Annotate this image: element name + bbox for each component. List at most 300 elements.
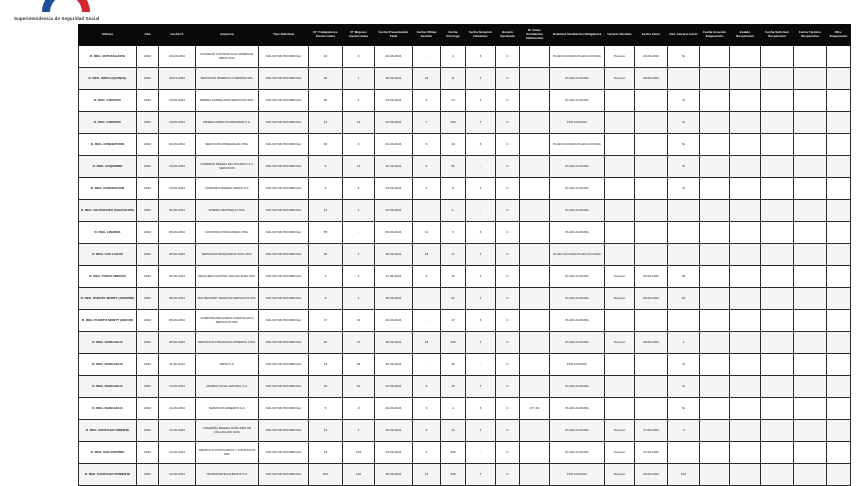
table-cell: 04-09-2024 bbox=[375, 178, 413, 200]
table-cell: 05-06-2024 bbox=[159, 244, 196, 266]
table-cell bbox=[827, 90, 851, 112]
table-cell: 5 bbox=[309, 156, 343, 178]
table-cell: C bbox=[496, 178, 520, 200]
column-header[interactable]: Solicitud Ventilación Obligatoria bbox=[550, 25, 605, 46]
table-cell: C bbox=[496, 266, 520, 288]
table-cell: 13 bbox=[413, 332, 441, 354]
table-cell: -3 bbox=[343, 398, 375, 420]
table-cell bbox=[520, 90, 550, 112]
table-cell: 14 bbox=[309, 442, 343, 464]
column-header[interactable]: Fecha Solicitud Suspensión bbox=[761, 25, 794, 46]
report-table-wrapper bbox=[78, 24, 850, 486]
table-cell: 4 bbox=[343, 90, 375, 112]
table-cell: 1- bbox=[441, 200, 466, 222]
table-cell: 3 bbox=[413, 376, 441, 398]
table-cell: C bbox=[496, 464, 520, 486]
table-cell: SI bbox=[668, 376, 700, 398]
table-cell: 55 bbox=[309, 222, 343, 244]
table-cell: 4 bbox=[466, 288, 496, 310]
table-cell: D. REG. CONCEPCION bbox=[79, 134, 137, 156]
table-cell: 18 bbox=[309, 46, 343, 68]
table-cell: SOLICITUD PRORROGA bbox=[259, 442, 309, 464]
table-cell bbox=[794, 90, 827, 112]
table-cell: PLAZO ACOGIDA bbox=[550, 90, 605, 112]
table-cell: SOLICITUD PRORROGA bbox=[259, 90, 309, 112]
table-cell: 26-09-2024 bbox=[375, 310, 413, 332]
column-header[interactable]: Fecha Acuerdo Suspensión bbox=[700, 25, 730, 46]
table-cell: 305 bbox=[441, 442, 466, 464]
table-cell bbox=[700, 178, 730, 200]
table-cell: 29-08-2024 bbox=[635, 68, 668, 90]
table-cell bbox=[700, 442, 730, 464]
table-cell: POR ACOGIDA bbox=[550, 354, 605, 376]
table-row[interactable] bbox=[79, 134, 851, 156]
table-cell bbox=[605, 112, 635, 134]
table-cell: C bbox=[496, 376, 520, 398]
table-cell: D. REG. VALPARAISO (SAN FELIPE) bbox=[79, 200, 137, 222]
table-cell bbox=[794, 464, 827, 486]
column-header[interactable]: Fecha Presentación Final bbox=[375, 25, 413, 46]
table-cell bbox=[794, 222, 827, 244]
table-cell: D. REG. SANTIAGO PONIENTE bbox=[79, 464, 137, 486]
table-cell: 5 bbox=[343, 178, 375, 200]
table-cell: 09-09-2024 bbox=[375, 464, 413, 486]
table-row[interactable] bbox=[79, 112, 851, 134]
table-cell: 37 bbox=[343, 332, 375, 354]
table-cell: - bbox=[413, 288, 441, 310]
table-cell: SOLICITUD PRORROGA bbox=[259, 244, 309, 266]
table-cell: 3 bbox=[413, 420, 441, 442]
table-cell: 04-09-2024 bbox=[375, 90, 413, 112]
table-cell bbox=[827, 332, 851, 354]
table-cell: 16 bbox=[441, 134, 466, 156]
table-cell bbox=[605, 200, 635, 222]
table-row[interactable] bbox=[79, 266, 851, 288]
table-row[interactable] bbox=[79, 332, 851, 354]
table-cell: SOLICITUD PRORROGA bbox=[259, 46, 309, 68]
table-cell: 05-06-2024 bbox=[159, 332, 196, 354]
column-header[interactable]: Tipo Solicitud bbox=[259, 25, 309, 46]
table-cell bbox=[668, 442, 700, 464]
table-cell: SOLICITUD PRORROGA bbox=[259, 376, 309, 398]
table-cell: 51 bbox=[343, 376, 375, 398]
table-cell bbox=[520, 134, 550, 156]
table-cell: 3 bbox=[466, 376, 496, 398]
table-cell bbox=[794, 376, 827, 398]
table-cell bbox=[605, 376, 635, 398]
table-cell: SOLICITUD PRORROGA bbox=[259, 288, 309, 310]
table-cell bbox=[761, 156, 794, 178]
table-row[interactable] bbox=[79, 310, 851, 332]
table-cell: SERVICIOS PESQUEROS SUR LTDA. bbox=[196, 244, 259, 266]
column-header[interactable]: Oficina bbox=[79, 25, 137, 46]
table-cell: 45 bbox=[343, 354, 375, 376]
table-cell bbox=[794, 68, 827, 90]
table-cell bbox=[668, 68, 700, 90]
table-cell: 3 bbox=[466, 68, 496, 90]
table-cell bbox=[635, 156, 668, 178]
table-cell bbox=[730, 288, 761, 310]
table-cell: D. REG. PUNTA ARENAS bbox=[79, 266, 137, 288]
table-cell bbox=[700, 90, 730, 112]
table-cell bbox=[520, 420, 550, 442]
table-header-row bbox=[79, 25, 851, 46]
table-cell bbox=[794, 112, 827, 134]
table-cell: - bbox=[343, 222, 375, 244]
table-cell: -1 bbox=[441, 398, 466, 420]
table-cell: MINERA CANDELARIA SERVICIOS SPA. bbox=[196, 90, 259, 112]
table-cell bbox=[761, 332, 794, 354]
table-row[interactable] bbox=[79, 288, 851, 310]
column-header[interactable]: Horario Aprobado bbox=[496, 25, 520, 46]
table-cell: 2024 bbox=[137, 288, 159, 310]
table-cell: C bbox=[496, 288, 520, 310]
table-cell: D. REG. SAN ANTONIO bbox=[79, 442, 137, 464]
table-cell bbox=[520, 266, 550, 288]
table-cell bbox=[761, 420, 794, 442]
table-cell: 04-05-2024 bbox=[159, 134, 196, 156]
column-header[interactable]: N° Mujeres Involucradas bbox=[343, 25, 375, 46]
table-row[interactable] bbox=[79, 222, 851, 244]
table-row[interactable] bbox=[79, 68, 851, 90]
table-cell bbox=[635, 178, 668, 200]
table-cell: Proceso bbox=[605, 266, 635, 288]
table-cell: D. REG. CONCEPCION bbox=[79, 178, 137, 200]
table-cell: C bbox=[496, 134, 520, 156]
table-cell bbox=[520, 442, 550, 464]
table-cell: 30-09-2024 bbox=[635, 464, 668, 486]
table-cell bbox=[700, 332, 730, 354]
table-cell: 20-09-2024 bbox=[635, 266, 668, 288]
table-cell: SERVICIOS MINEROS S.A. bbox=[196, 398, 259, 420]
table-cell: C bbox=[496, 46, 520, 68]
table-head bbox=[79, 25, 851, 46]
table-cell bbox=[794, 420, 827, 442]
table-row[interactable] bbox=[79, 178, 851, 200]
table-cell: 3 bbox=[466, 310, 496, 332]
table-cell bbox=[761, 200, 794, 222]
table-cell: SERVICIOS INTEGRALES MINEROS LTDA. bbox=[196, 332, 259, 354]
table-cell: 3 bbox=[466, 266, 496, 288]
table-cell: COMPAÑIA MINERA DOÑA INES DE COLLAHUASI SCM. bbox=[196, 420, 259, 442]
table-cell: SOLICITUD PRORROGA bbox=[259, 178, 309, 200]
table-cell: SERVICIOS INTEGRALES LTDA. bbox=[196, 134, 259, 156]
table-cell: 26-09-2024 bbox=[375, 354, 413, 376]
table-cell: - bbox=[466, 354, 496, 376]
column-header[interactable]: Año bbox=[137, 25, 159, 46]
table-cell bbox=[794, 266, 827, 288]
table-cell: D. REG. RANCAGUA bbox=[79, 354, 137, 376]
table-cell: 5 bbox=[309, 178, 343, 200]
table-cell: SI bbox=[668, 90, 700, 112]
table-cell bbox=[520, 332, 550, 354]
table-cell: 13-06-2024 bbox=[159, 376, 196, 398]
table-cell: PLAZO ACOGIDA bbox=[550, 178, 605, 200]
table-cell: 14 bbox=[309, 354, 343, 376]
table-cell: 2024 bbox=[137, 244, 159, 266]
table-cell bbox=[761, 398, 794, 420]
table-cell: - bbox=[413, 200, 441, 222]
table-cell bbox=[730, 464, 761, 486]
table-cell bbox=[730, 222, 761, 244]
table-cell: 20-03-2024 bbox=[159, 46, 196, 68]
table-cell: 3 bbox=[413, 178, 441, 200]
table-cell: 04-09-2024 bbox=[375, 442, 413, 464]
table-cell bbox=[520, 46, 550, 68]
table-cell: PLAZO ACOGIDA bbox=[550, 266, 605, 288]
table-cell: 14 bbox=[309, 200, 343, 222]
table-cell: D. REG. COPIAPO bbox=[79, 112, 137, 134]
table-cell: COMPAÑIA MINERA CERRO S.A. bbox=[196, 178, 259, 200]
column-header[interactable]: Obs. Horario Inicio bbox=[668, 25, 700, 46]
table-cell: 05-06-2024 bbox=[159, 266, 196, 288]
table-cell: 13 bbox=[441, 266, 466, 288]
table-cell: 04-09-2024 bbox=[375, 134, 413, 156]
table-cell: 09-09-2024 bbox=[375, 398, 413, 420]
table-cell: 2024 bbox=[137, 134, 159, 156]
table-cell: 3 bbox=[466, 178, 496, 200]
column-header[interactable]: Horario Iniciado bbox=[605, 25, 635, 46]
table-cell: 3 bbox=[343, 244, 375, 266]
table-cell: 4 bbox=[309, 266, 343, 288]
table-cell bbox=[761, 376, 794, 398]
table-row[interactable] bbox=[79, 376, 851, 398]
table-cell bbox=[827, 464, 851, 486]
table-cell: 31 bbox=[309, 376, 343, 398]
table-cell: D. REG. PUERTO MONTT (ANCUD) bbox=[79, 310, 137, 332]
table-cell: 3 bbox=[343, 46, 375, 68]
table-cell bbox=[761, 68, 794, 90]
table-cell: 10-05-2024 bbox=[159, 178, 196, 200]
table-cell bbox=[761, 90, 794, 112]
table-cell bbox=[827, 178, 851, 200]
table-cell bbox=[635, 354, 668, 376]
table-cell bbox=[827, 68, 851, 90]
table-cell: 5 bbox=[309, 288, 343, 310]
table-cell bbox=[827, 200, 851, 222]
table-cell: SI bbox=[668, 354, 700, 376]
table-cell bbox=[761, 442, 794, 464]
table-cell: 3 bbox=[466, 134, 496, 156]
table-cell bbox=[761, 288, 794, 310]
table-cell: 26-08-2024 bbox=[375, 46, 413, 68]
table-cell bbox=[700, 354, 730, 376]
table-cell bbox=[827, 398, 851, 420]
table-cell bbox=[761, 46, 794, 68]
table-cell: D. REG. COQUIMBO bbox=[79, 156, 137, 178]
table-row[interactable] bbox=[79, 200, 851, 222]
table-cell: Proceso bbox=[605, 464, 635, 486]
table-cell: SI bbox=[668, 178, 700, 200]
table-cell: D. REG. ARICA (IQUIQUE) bbox=[79, 68, 137, 90]
table-cell: 14-06-2024 bbox=[159, 420, 196, 442]
column-header[interactable]: Fecha Inicio bbox=[635, 25, 668, 46]
table-cell: 277-02 bbox=[520, 398, 550, 420]
gob-logo bbox=[38, 0, 94, 14]
table-cell: 11 bbox=[441, 68, 466, 90]
table-row[interactable] bbox=[79, 398, 851, 420]
table-cell bbox=[730, 420, 761, 442]
table-cell bbox=[668, 222, 700, 244]
table-cell: 14 bbox=[309, 420, 343, 442]
column-header[interactable]: Fecha IT bbox=[159, 25, 196, 46]
table-cell: 3 bbox=[413, 398, 441, 420]
table-cell: 5 bbox=[441, 222, 466, 244]
table-cell bbox=[761, 464, 794, 486]
table-cell: 81 bbox=[309, 332, 343, 354]
column-header[interactable]: N° Actas Ventilación Adicionales bbox=[520, 25, 550, 46]
table-cell: PLAZO ACOGIDA bbox=[550, 398, 605, 420]
table-row[interactable] bbox=[79, 90, 851, 112]
column-header[interactable]: N° Trabajadores Involucrados bbox=[309, 25, 343, 46]
table-cell bbox=[730, 244, 761, 266]
table-cell: 2024 bbox=[137, 112, 159, 134]
column-header[interactable]: Fecha Última Gestión bbox=[413, 25, 441, 46]
table-cell: PLAZO ACOGIDA bbox=[550, 376, 605, 398]
table-cell bbox=[700, 376, 730, 398]
table-cell bbox=[827, 266, 851, 288]
table-cell: 31 bbox=[343, 310, 375, 332]
table-cell: 3 bbox=[343, 288, 375, 310]
table-cell bbox=[730, 266, 761, 288]
table-cell: POR ACOGIDA bbox=[550, 464, 605, 486]
table-cell: - bbox=[413, 46, 441, 68]
table-cell: 2024 bbox=[137, 464, 159, 486]
table-cell: SOCIEDAD CONTRACTUAL MINERA EL ABRA LTDA. bbox=[196, 46, 259, 68]
table-cell: SOLICITUD PRORROGA bbox=[259, 420, 309, 442]
table-cell: 3 bbox=[343, 266, 375, 288]
table-cell bbox=[730, 200, 761, 222]
table-cell: SOLICITUD PRORROGA bbox=[259, 266, 309, 288]
table-cell: 2024 bbox=[137, 442, 159, 464]
table-cell: 3 bbox=[343, 200, 375, 222]
table-cell: - bbox=[466, 200, 496, 222]
table-cell bbox=[761, 266, 794, 288]
table-cell: 14 bbox=[441, 420, 466, 442]
table-cell bbox=[700, 112, 730, 134]
table-row[interactable] bbox=[79, 244, 851, 266]
table-cell bbox=[730, 156, 761, 178]
table-cell bbox=[761, 112, 794, 134]
table-cell bbox=[730, 68, 761, 90]
table-cell: 1 bbox=[668, 332, 700, 354]
table-cell: 2024 bbox=[137, 200, 159, 222]
table-cell: 2024 bbox=[137, 90, 159, 112]
column-header[interactable]: Obs. Suspensión bbox=[827, 25, 851, 46]
table-cell: PLAZO ACOGIDA bbox=[550, 420, 605, 442]
table-row[interactable] bbox=[79, 464, 851, 486]
table-cell: 14 bbox=[441, 90, 466, 112]
column-header[interactable]: Fecha Prórroga bbox=[441, 25, 466, 46]
table-cell: - bbox=[466, 442, 496, 464]
table-cell bbox=[730, 46, 761, 68]
table-cell: PLAZO ACOGIDA PLAZO ACOGIDA bbox=[550, 46, 605, 68]
table-cell: C bbox=[496, 112, 520, 134]
table-cell: 15 bbox=[441, 376, 466, 398]
table-body bbox=[79, 46, 851, 486]
table-cell: MINERA CERRO DOMINADOR S.A. bbox=[196, 112, 259, 134]
table-cell bbox=[605, 90, 635, 112]
column-header[interactable]: Fecha Solución Dictamen bbox=[466, 25, 496, 46]
table-cell: 3 bbox=[466, 244, 496, 266]
table-cell: TRANSPORTES ANDINOS S.A. bbox=[196, 464, 259, 486]
table-cell: 406 bbox=[441, 332, 466, 354]
table-cell: 3 bbox=[466, 464, 496, 486]
table-cell bbox=[520, 354, 550, 376]
table-cell: 17 bbox=[441, 244, 466, 266]
table-cell bbox=[730, 398, 761, 420]
table-cell: C bbox=[496, 156, 520, 178]
table-cell: MINERA CENTINELA LTDA. bbox=[196, 200, 259, 222]
table-cell: C bbox=[496, 332, 520, 354]
table-row[interactable] bbox=[79, 442, 851, 464]
table-cell bbox=[605, 156, 635, 178]
table-cell: SERVICIOS PORTUARIOS Y LOGISTICOS SPA. bbox=[196, 442, 259, 464]
table-cell bbox=[700, 134, 730, 156]
table-cell: Proceso bbox=[605, 288, 635, 310]
table-cell: C bbox=[496, 222, 520, 244]
column-header[interactable]: Fecha Término Suspensión bbox=[794, 25, 827, 46]
table-cell bbox=[668, 200, 700, 222]
table-cell: 2024 bbox=[137, 332, 159, 354]
table-cell bbox=[635, 200, 668, 222]
table-cell: Proceso bbox=[605, 46, 635, 68]
table-cell bbox=[520, 112, 550, 134]
table-cell: 105 bbox=[441, 112, 466, 134]
table-cell bbox=[520, 464, 550, 486]
table-cell bbox=[827, 134, 851, 156]
table-cell: SI bbox=[668, 156, 700, 178]
table-cell: 7 bbox=[413, 112, 441, 134]
table-cell bbox=[761, 354, 794, 376]
table-cell bbox=[605, 222, 635, 244]
table-cell bbox=[761, 134, 794, 156]
table-cell: Proceso bbox=[605, 442, 635, 464]
table-cell: 3 bbox=[413, 442, 441, 464]
table-cell: 104 bbox=[343, 442, 375, 464]
table-cell: SI bbox=[668, 112, 700, 134]
table-cell bbox=[827, 244, 851, 266]
table-cell bbox=[635, 222, 668, 244]
table-cell: 4 bbox=[441, 46, 466, 68]
table-cell: 2024 bbox=[137, 310, 159, 332]
table-cell bbox=[700, 156, 730, 178]
table-cell bbox=[700, 222, 730, 244]
table-cell: D. REG. PUERTO MONTT (OSORNO) bbox=[79, 288, 137, 310]
table-row[interactable] bbox=[79, 354, 851, 376]
table-cell: 3 bbox=[466, 112, 496, 134]
table-cell: 45 bbox=[441, 354, 466, 376]
table-row[interactable] bbox=[79, 420, 851, 442]
table-row[interactable] bbox=[79, 46, 851, 68]
table-cell: 345 bbox=[441, 464, 466, 486]
table-cell: 3 bbox=[466, 332, 496, 354]
table-row[interactable] bbox=[79, 156, 851, 178]
page-header bbox=[0, 0, 200, 24]
table-cell: COMPAÑIA PESQUERA CAMANCHACA SERVICIOS SPA. bbox=[196, 310, 259, 332]
table-cell: 2024 bbox=[137, 178, 159, 200]
table-cell: SOLICITUD PRORROGA bbox=[259, 156, 309, 178]
table-cell bbox=[827, 310, 851, 332]
table-cell: 5 bbox=[309, 398, 343, 420]
table-cell bbox=[794, 156, 827, 178]
table-cell: 90 bbox=[309, 90, 343, 112]
table-cell: 5 bbox=[441, 178, 466, 200]
table-cell bbox=[827, 112, 851, 134]
table-cell bbox=[794, 442, 827, 464]
column-header[interactable]: Estado Suspensión bbox=[730, 25, 761, 46]
column-header[interactable]: Empresa bbox=[196, 25, 259, 46]
